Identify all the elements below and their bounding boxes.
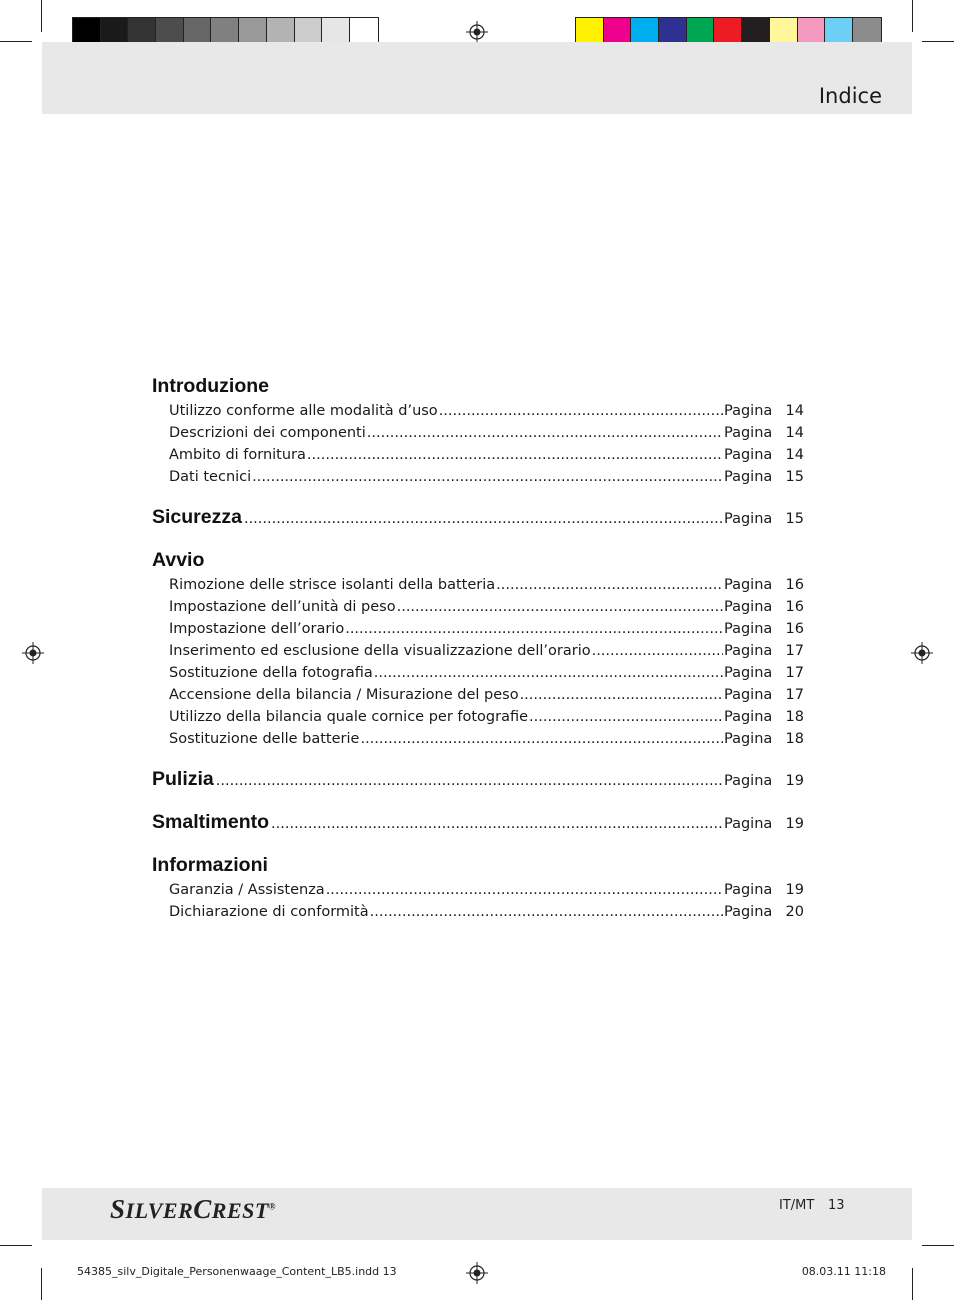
color-swatch xyxy=(853,18,881,45)
color-swatch xyxy=(239,18,267,45)
crop-mark xyxy=(41,0,42,32)
color-swatch xyxy=(770,18,798,45)
color-swatch xyxy=(576,18,604,45)
dot-leader xyxy=(397,596,723,618)
toc-entry-label: Inserimento ed esclusione della visualizzazione dell’orario xyxy=(169,643,591,659)
page-word: Pagina xyxy=(724,816,773,832)
toc-entry-label: Descrizioni dei componenti xyxy=(169,425,366,441)
section-heading: Pulizia xyxy=(152,768,214,790)
page-word: Pagina xyxy=(724,599,773,615)
page-word: Pagina xyxy=(724,447,773,463)
dot-leader xyxy=(271,810,724,838)
header-band xyxy=(42,42,912,114)
page-number: 14 xyxy=(785,447,804,463)
dot-leader xyxy=(326,879,723,901)
toc-entry-label: Sostituzione della fotografia xyxy=(169,665,373,681)
color-swatch xyxy=(604,18,632,45)
brand-logo: SILVERCREST® xyxy=(110,1194,277,1224)
dot-leader xyxy=(592,640,723,662)
toc-entry-label: Ambito di fornitura xyxy=(169,447,306,463)
toc-entry-label: Accensione della bilancia / Misurazione del peso xyxy=(169,687,519,703)
page-number: 16 xyxy=(785,577,804,593)
toc-entry xyxy=(152,444,804,466)
color-swatch xyxy=(211,18,239,45)
page-number: 19 xyxy=(785,773,804,789)
page-word: Pagina xyxy=(724,904,773,920)
page-number: 16 xyxy=(785,599,804,615)
page-number: 16 xyxy=(785,621,804,637)
page-word: Pagina xyxy=(724,511,773,527)
toc-entry xyxy=(152,706,804,728)
crop-mark xyxy=(922,1245,954,1246)
color-swatch xyxy=(659,18,687,45)
page-word: Pagina xyxy=(724,773,773,789)
section-heading: Sicurezza xyxy=(152,506,242,528)
toc-section-avvio xyxy=(152,546,804,750)
color-swatch xyxy=(295,18,323,45)
toc-entry xyxy=(152,422,804,444)
section-heading: Introduzione xyxy=(152,375,269,397)
page-number: 18 xyxy=(785,731,804,747)
page-number: 20 xyxy=(785,904,804,920)
toc-entry-label: Utilizzo della bilancia quale cornice per fotografie xyxy=(169,709,529,725)
toc-entry xyxy=(152,466,804,488)
registration-mark-icon xyxy=(466,1262,488,1284)
toc-entry xyxy=(152,400,804,422)
crop-mark xyxy=(912,1268,913,1300)
page-number: 18 xyxy=(785,709,804,725)
toc-section-pulizia xyxy=(152,765,804,793)
toc-entry-label: Impostazione dell’orario xyxy=(169,621,345,637)
color-swatch xyxy=(73,18,101,45)
toc-entry-label: Rimozione delle strisce isolanti della batteria xyxy=(169,577,496,593)
dot-leader xyxy=(345,618,723,640)
toc-entry xyxy=(152,901,804,923)
color-swatch xyxy=(350,18,378,45)
registration-mark-icon xyxy=(466,21,488,43)
toc-entry-label: Sostituzione delle batterie xyxy=(169,731,360,747)
dot-leader xyxy=(367,422,723,444)
color-swatch xyxy=(687,18,715,45)
dot-leader xyxy=(216,767,724,795)
page-word: Pagina xyxy=(724,731,773,747)
dot-leader xyxy=(529,706,723,728)
slug-filename: 54385_silv_Digitale_Personenwaage_Content_LB5.indd 13 xyxy=(77,1265,397,1278)
dot-leader xyxy=(439,400,723,422)
toc-entry xyxy=(152,596,804,618)
crop-mark xyxy=(912,0,913,32)
page-word: Pagina xyxy=(724,621,773,637)
toc-entry-label: Dichiarazione di conformità xyxy=(169,904,369,920)
page-word: Pagina xyxy=(724,665,773,681)
color-swatch xyxy=(101,18,129,45)
toc-entry xyxy=(152,574,804,596)
page-number: 19 xyxy=(785,816,804,832)
table-of-contents xyxy=(152,372,804,938)
page-number: 17 xyxy=(785,687,804,703)
crop-mark xyxy=(922,41,954,42)
color-swatch xyxy=(825,18,853,45)
section-heading: Avvio xyxy=(152,549,205,571)
section-heading: Informazioni xyxy=(152,854,268,876)
color-swatch xyxy=(156,18,184,45)
toc-section-informazioni xyxy=(152,851,804,923)
dot-leader xyxy=(370,901,723,923)
page-number: 15 xyxy=(785,511,804,527)
color-swatch xyxy=(184,18,212,45)
page-word: Pagina xyxy=(724,709,773,725)
page-word: Pagina xyxy=(724,882,773,898)
registration-mark-icon xyxy=(911,642,933,664)
color-swatch xyxy=(742,18,770,45)
toc-section-smaltimento xyxy=(152,808,804,836)
dot-leader xyxy=(307,444,723,466)
page-number: 14 xyxy=(785,403,804,419)
dot-leader xyxy=(496,574,723,596)
color-swatch xyxy=(714,18,742,45)
color-swatch xyxy=(631,18,659,45)
dot-leader xyxy=(252,466,723,488)
toc-entry-label: Dati tecnici xyxy=(169,469,252,485)
dot-leader xyxy=(520,684,723,706)
crop-mark xyxy=(41,1268,42,1300)
page-word: Pagina xyxy=(724,687,773,703)
registration-mark-icon xyxy=(22,642,44,664)
color-swatch xyxy=(267,18,295,45)
page-word: Pagina xyxy=(724,577,773,593)
page-word: Pagina xyxy=(724,643,773,659)
page-number: 17 xyxy=(785,643,804,659)
toc-section-sicurezza xyxy=(152,503,804,531)
toc-entry-label: Garanzia / Assistenza xyxy=(169,882,325,898)
section-heading: Smaltimento xyxy=(152,811,270,833)
page-number: 14 xyxy=(785,425,804,441)
dot-leader xyxy=(244,505,724,533)
toc-entry xyxy=(152,879,804,901)
color-swatch xyxy=(798,18,826,45)
toc-entry xyxy=(152,728,804,750)
color-swatch xyxy=(128,18,156,45)
color-swatch xyxy=(322,18,350,45)
page-number: 15 xyxy=(785,469,804,485)
language-code: IT/MT xyxy=(779,1198,815,1213)
page-word: Pagina xyxy=(724,425,773,441)
page-title: Indice xyxy=(818,84,882,108)
dot-leader xyxy=(374,662,723,684)
toc-entry-label: Utilizzo conforme alle modalità d’uso xyxy=(169,403,438,419)
slug-datetime: 08.03.11 11:18 xyxy=(801,1265,886,1278)
toc-entry xyxy=(152,684,804,706)
page-number: 13 xyxy=(828,1198,845,1213)
toc-entry xyxy=(152,618,804,640)
crop-mark xyxy=(0,1245,32,1246)
toc-entry xyxy=(152,662,804,684)
page-number: 17 xyxy=(785,665,804,681)
toc-section-introduzione xyxy=(152,372,804,488)
dot-leader xyxy=(360,728,723,750)
toc-entry-label: Impostazione dell’unità di peso xyxy=(169,599,396,615)
crop-mark xyxy=(0,41,32,42)
page-word: Pagina xyxy=(724,469,773,485)
page-number: 19 xyxy=(785,882,804,898)
page-word: Pagina xyxy=(724,403,773,419)
toc-entry xyxy=(152,640,804,662)
